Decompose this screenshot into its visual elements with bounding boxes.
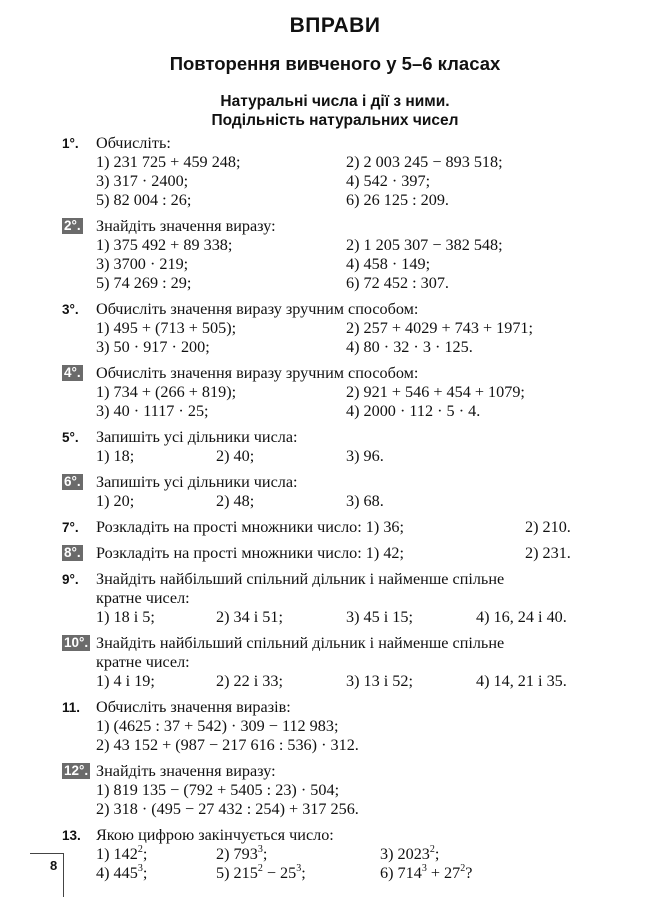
exercise-prompt: кратне чисел:	[96, 589, 190, 607]
exercise-answer-row	[0, 274, 670, 293]
exercise-item	[0, 473, 670, 511]
exercise-number: 1°.	[62, 136, 79, 151]
exercise-subitem: 1) 20;	[96, 492, 135, 510]
exercise-subitem: 2) 1 205 307 − 382 548;	[346, 236, 503, 254]
exercise-answer-row	[0, 492, 670, 511]
exercise-subitem: 1) 819 135 − (792 + 5405 : 23) · 504;	[96, 781, 340, 799]
exercise-subitem: 4) $445^3$;	[96, 862, 148, 882]
exercise-prompt: кратне чисел:	[96, 653, 190, 671]
exercise-answer-row	[0, 717, 670, 736]
exercise-subitem: 2) 231.	[525, 544, 571, 562]
exercise-number: 5°.	[62, 430, 79, 445]
exercise-subitem: 3) 40 · 1117 · 25;	[96, 402, 209, 420]
exercise-subitem: 3) 3700 · 219;	[96, 255, 189, 273]
exercise-prompt: Запишіть усі дільники числа:	[96, 473, 298, 491]
exercise-prompt: Знайдіть значення виразу:	[96, 762, 276, 780]
exercise-subitem: 1) 734 + (266 + 819);	[96, 383, 237, 401]
exercise-prompt: Знайдіть найбільший спільний дільник і найменше спільне	[96, 634, 505, 652]
exercise-prompt-line	[0, 134, 670, 153]
exercise-answer-row	[0, 608, 670, 627]
exercise-subitem: 6) $714^3 + 27^2$?	[380, 862, 473, 882]
section-title	[0, 92, 670, 130]
exercise-number: 9°.	[62, 572, 79, 587]
exercise-subitem: 1) 18 і 5;	[96, 608, 155, 626]
exercise-answer-row	[0, 544, 670, 563]
exercise-number: 2°.	[64, 218, 81, 233]
footer-rule	[30, 853, 63, 854]
exercise-subitem: 3) 96.	[346, 447, 384, 465]
exercise-answer-row	[0, 338, 670, 357]
exercise-prompt: Знайдіть найбільший спільний дільник і найменше спільне	[96, 570, 505, 588]
exercise-number: 6°.	[64, 474, 81, 489]
exercise-prompt-line	[0, 570, 670, 589]
exercise-prompt: Якою цифрою закінчується число:	[96, 826, 334, 844]
exercise-subitem: 2) 257 + 4029 + 743 + 1971;	[346, 319, 534, 337]
exercise-subitem: 3) 317 · 2400;	[96, 172, 189, 190]
exercise-item	[0, 300, 670, 357]
page-number: 8	[50, 858, 58, 873]
exercise-subitem: 3) 68.	[346, 492, 384, 510]
exercise-subitem: 4) 16, 24 і 40.	[476, 608, 567, 626]
exercise-prompt-line	[0, 300, 670, 319]
exercise-subitem: 4) 80 · 32 · 3 · 125.	[346, 338, 473, 356]
exercise-prompt: Обчисліть:	[96, 134, 171, 152]
exercise-subitem: 2) 43 152 + (987 − 217 616 : 536) · 312.	[96, 736, 359, 754]
exercise-item	[0, 634, 670, 691]
exercise-prompt: Обчисліть значення виразу зручним способом:	[96, 364, 419, 382]
exercise-item	[0, 364, 670, 421]
exercise-subitem: 1) (4625 : 37 + 542) · 309 − 112 983;	[96, 717, 339, 735]
exercise-answer-row	[0, 864, 670, 883]
exercise-prompt-line	[0, 698, 670, 717]
exercise-answer-row	[0, 255, 670, 274]
exercise-answer-row	[0, 402, 670, 421]
exercise-subitem: 4) 14, 21 і 35.	[476, 672, 567, 690]
exercise-item	[0, 570, 670, 627]
exercise-prompt-line	[0, 217, 670, 236]
exercise-item	[0, 217, 670, 293]
exercise-prompt-line	[0, 653, 670, 672]
exercise-subitem: 5) 82 004 : 26;	[96, 191, 192, 209]
exercise-prompt-line	[0, 762, 670, 781]
exercise-prompt: Знайдіть значення виразу:	[96, 217, 276, 235]
exercise-number: 10°.	[64, 635, 89, 650]
exercise-number: 4°.	[64, 365, 81, 380]
exercise-subitem: 1) 495 + (713 + 505);	[96, 319, 237, 337]
exercise-answer-row	[0, 319, 670, 338]
exercise-subitem: 4) 542 · 397;	[346, 172, 431, 190]
exercise-subitem: 5) $215^2 - 25^3$;	[216, 862, 306, 882]
exercise-answer-row	[0, 383, 670, 402]
exercise-prompt-line	[0, 364, 670, 383]
exercise-prompt-line	[0, 826, 670, 845]
exercise-subitem: 3) 50 · 917 · 200;	[96, 338, 210, 356]
exercise-item	[0, 428, 670, 466]
exercise-prompt-line	[0, 473, 670, 492]
exercise-subitem: 2) 22 і 33;	[216, 672, 283, 690]
exercise-answer-row	[0, 153, 670, 172]
exercise-subitem: 6) 72 452 : 307.	[346, 274, 449, 292]
exercise-subitem: 1) $142^2$;	[96, 843, 148, 863]
exercise-answer-row	[0, 845, 670, 864]
exercise-subitem: 3) 45 і 15;	[346, 608, 413, 626]
exercise-answer-row	[0, 736, 670, 755]
exercise-subitem: 4) 2000 · 112 · 5 · 4.	[346, 402, 481, 420]
exercise-number: 12°.	[64, 763, 89, 778]
exercise-subitem: 1) 18;	[96, 447, 135, 465]
exercise-subitem: 2) 318 · (495 − 27 432 : 254) + 317 256.	[96, 800, 359, 818]
exercise-item	[0, 544, 670, 563]
exercise-subitem: 2) 34 і 51;	[216, 608, 283, 626]
exercise-answer-row	[0, 800, 670, 819]
exercise-prompt-line	[0, 634, 670, 653]
exercise-number: 11.	[62, 700, 81, 715]
exercise-answer-row	[0, 781, 670, 800]
footer-divider	[63, 853, 64, 897]
exercise-number: 8°.	[64, 545, 81, 560]
exercise-answer-row	[0, 447, 670, 466]
exercise-subitem: 6) 26 125 : 209.	[346, 191, 449, 209]
exercise-subitem: 1) 231 725 + 459 248;	[96, 153, 241, 171]
exercise-answer-row	[0, 191, 670, 210]
exercise-list	[0, 134, 670, 890]
section-title-line: Подільність натуральних чисел	[211, 112, 459, 129]
exercise-answer-row	[0, 172, 670, 191]
exercise-answer-row	[0, 236, 670, 255]
exercise-subitem: 2) 40;	[216, 447, 255, 465]
exercise-subitem: 2) 921 + 546 + 454 + 1079;	[346, 383, 525, 401]
exercise-number: 13.	[62, 828, 81, 843]
exercise-prompt: Запишіть усі дільники числа:	[96, 428, 298, 446]
exercise-prompt-line	[0, 589, 670, 608]
section-title-line: Натуральні числа і дії з ними.	[220, 93, 450, 110]
exercise-item	[0, 518, 670, 537]
exercise-number: 3°.	[62, 302, 79, 317]
exercise-answer-row	[0, 672, 670, 691]
exercise-number: 7°.	[62, 520, 79, 535]
exercise-subitem: 2) $793^3$;	[216, 843, 268, 863]
exercise-subitem: 1) 4 і 19;	[96, 672, 155, 690]
exercise-subitem: 2) 210.	[525, 518, 571, 536]
page-title: ВПРАВИ	[289, 14, 381, 37]
exercise-item	[0, 826, 670, 883]
exercise-item	[0, 698, 670, 755]
exercise-subitem: 1) 375 492 + 89 338;	[96, 236, 233, 254]
exercise-prompt: Обчисліть значення виразів:	[96, 698, 291, 716]
exercise-subitem: 3) 13 і 52;	[346, 672, 413, 690]
exercise-subitem: 5) 74 269 : 29;	[96, 274, 192, 292]
exercise-subitem: Розкладіть на прості множники число: 1) 42;	[96, 544, 405, 562]
exercise-prompt: Обчисліть значення виразу зручним способом:	[96, 300, 419, 318]
chapter-subtitle: Повторення вивченого у 5–6 класах	[169, 53, 501, 74]
exercise-subitem: 4) 458 · 149;	[346, 255, 431, 273]
exercise-item	[0, 762, 670, 819]
exercise-item	[0, 134, 670, 210]
exercise-subitem: 3) 2023$^2$;	[380, 843, 440, 863]
exercise-subitem: 2) 2 003 245 − 893 518;	[346, 153, 503, 171]
exercise-subitem: Розкладіть на прості множники число: 1) 36;	[96, 518, 405, 536]
exercise-subitem: 2) 48;	[216, 492, 255, 510]
exercise-prompt-line	[0, 428, 670, 447]
exercise-answer-row	[0, 518, 670, 537]
